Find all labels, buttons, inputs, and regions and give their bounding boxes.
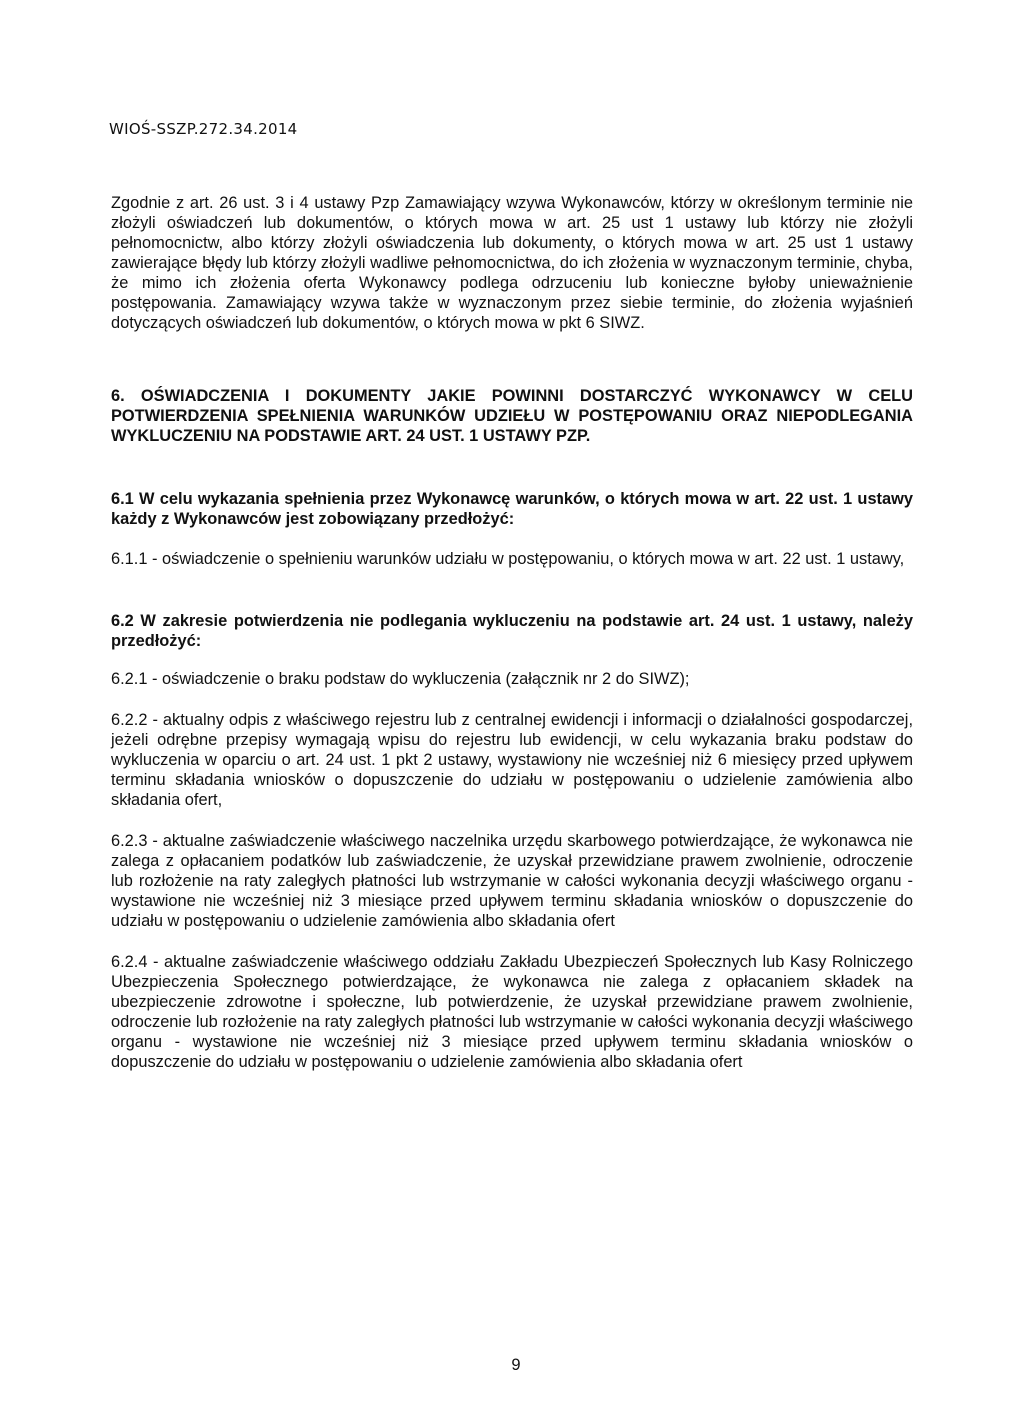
document-body [111,193,913,1072]
intro-paragraph: Zgodnie z art. 26 ust. 3 i 4 ustawy Pzp Zamawiający wzywa Wykonawców, którzy w określonym terminie nie złożyli oświadczeń lub dokumentów, o których mowa w art. 25 ust 1 ustawy lub którzy nie złożyli pełnomocnictw, albo którzy złożyli oświadczenia lub dokumenty, o których mowa w art. 25 ust 1 ustawy zawierające błędy lub którzy złożyli wadliwe pełnomocnictwa, do ich złożenia w wyznaczonym terminie, chyba, że mimo ich złożenia oferta Wykonawcy podlega odrzuceniu lub konieczne byłoby unieważnienie postępowania. Zamawiający wzywa także w wyznaczonym przez siebie terminie, do złożenia wyjaśnień dotyczących oświadczeń lub dokumentów, o których mowa w pkt 6 SIWZ. [111,194,913,332]
item-6-2-2: 6.2.2 - aktualny odpis z właściwego rejestru lub z centralnej ewidencji i informacji o działalności gospodarczej, jeżeli odrębne przepisy wymagają wpisu do rejestru lub ewidencji, w celu wykazania braku podstaw do wykluczenia w oparciu o art. 24 ust. 1 pkt 2 ustawy, wystawiony nie wcześniej niż 6 miesięcy przed upływem terminu składania wniosków o dopuszczenie do udziału w postępowaniu o udzielenie zamówienia albo składania ofert, [111,711,913,809]
document-reference: WIOŚ-SSZP.272.34.2014 [109,120,298,138]
subsection-6-1-heading: 6.1 W celu wykazania spełnienia przez Wykonawcę warunków, o których mowa w art. 22 ust. 1 ustawy każdy z Wykonawców jest zobowiązany przedłożyć: [111,490,913,528]
subsection-6-2-heading: 6.2 W zakresie potwierdzenia nie podlegania wykluczeniu na podstawie art. 24 ust. 1 ustawy, należy przedłożyć: [111,612,913,650]
item-6-2-1: 6.2.1 - oświadczenie o braku podstaw do wykluczenia (załącznik nr 2 do SIWZ); [111,670,690,688]
section-heading: 6. OŚWIADCZENIA I DOKUMENTY JAKIE POWINNI DOSTARCZYĆ WYKONAWCY W CELU POTWIERDZENIA SPEŁNIENIA WARUNKÓW UDZIEŁU W POSTĘPOWANIU ORAZ NIEPODLEGANIA WYKLUCZENIU NA PODSTAWIE ART. 24 UST. 1 USTAWY PZP. [111,387,913,445]
page-number: 9 [511,1356,521,1374]
item-6-1-1: 6.1.1 - oświadczenie o spełnieniu warunków udziału w postępowaniu, o których mowa w art. 22 ust. 1 ustawy, [111,550,905,568]
item-6-2-4: 6.2.4 - aktualne zaświadczenie właściwego oddziału Zakładu Ubezpieczeń Społecznych lub Kasy Rolniczego Ubezpieczenia Społecznego potwierdzające, że wykonawca nie zalega z opłacaniem składek na ubezpieczenie zdrowotne i społeczne, lub potwierdzenie, że uzyskał przewidziane prawem zwolnienie, odroczenie lub rozłożenie na raty zaległych płatności lub wstrzymanie w całości wykonania decyzji właściwego organu - wystawione nie wcześniej niż 3 miesiące przed upływem terminu składania wniosków o dopuszczenie do udziału w postępowaniu o udzielenie zamówienia albo składania ofert [111,953,913,1071]
item-6-2-3: 6.2.3 - aktualne zaświadczenie właściwego naczelnika urzędu skarbowego potwierdzające, że wykonawca nie zalega z opłacaniem podatków lub zaświadczenie, że uzyskał przewidziane prawem zwolnienie, odroczenie lub rozłożenie na raty zaległych płatności lub wstrzymanie w całości wykonania decyzji właściwego organu - wystawione nie wcześniej niż 3 miesiące przed upływem terminu składania wniosków o dopuszczenie do udziału w postępowaniu o udzielenie zamówienia albo składania ofert [111,832,913,930]
